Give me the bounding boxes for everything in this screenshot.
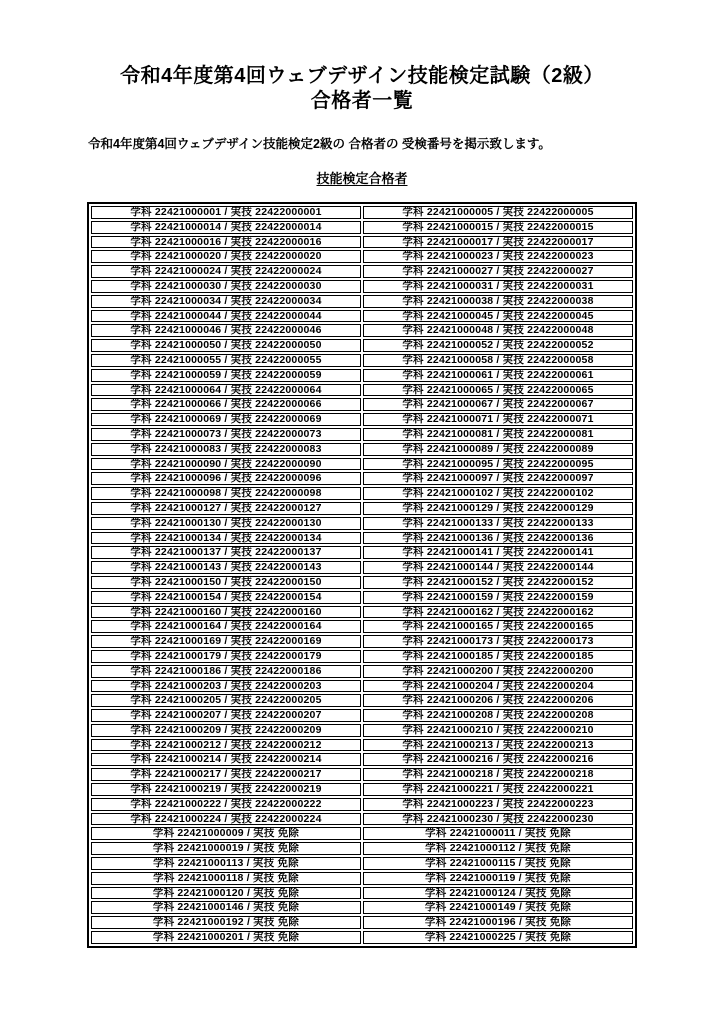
table-row <box>91 827 633 840</box>
table-row <box>91 532 633 545</box>
table-row <box>91 310 633 323</box>
passer-number-cell: 学科 22421000127 / 実技 22422000127 <box>91 502 361 515</box>
intro-text: 令和4年度第4回ウェブデザイン技能検定2級の 合格者の 受検番号を掲示致します。 <box>88 137 551 151</box>
passer-number-cell: 学科 22421000224 / 実技 22422000224 <box>91 813 361 826</box>
table-row <box>91 295 633 308</box>
passer-number-cell: 学科 22421000065 / 実技 22422000065 <box>363 384 633 397</box>
passer-number-cell: 学科 22421000098 / 実技 22422000098 <box>91 487 361 500</box>
table-row <box>91 280 633 293</box>
passer-number-cell: 学科 22421000165 / 実技 22422000165 <box>363 620 633 633</box>
passer-number-cell: 学科 22421000015 / 実技 22422000015 <box>363 221 633 234</box>
passer-number-cell: 学科 22421000083 / 実技 22422000083 <box>91 443 361 456</box>
passer-number-cell: 学科 22421000133 / 実技 22422000133 <box>363 517 633 530</box>
table-row <box>91 354 633 367</box>
passer-number-cell: 学科 22421000046 / 実技 22422000046 <box>91 324 361 337</box>
passer-number-cell: 学科 22421000024 / 実技 22422000024 <box>91 265 361 278</box>
table-row <box>91 916 633 929</box>
passer-number-cell: 学科 22421000160 / 実技 22422000160 <box>91 606 361 619</box>
passer-number-cell: 学科 22421000081 / 実技 22422000081 <box>363 428 633 441</box>
table-row <box>91 339 633 352</box>
table-row <box>91 221 633 234</box>
table-row <box>91 842 633 855</box>
table-row <box>91 931 633 944</box>
table-row <box>91 753 633 766</box>
passer-number-cell: 学科 22421000143 / 実技 22422000143 <box>91 561 361 574</box>
page-title-line-1: 令和4年度第4回ウェブデザイン技能検定試験（2級） <box>120 65 604 87</box>
passer-number-cell: 学科 22421000141 / 実技 22422000141 <box>363 546 633 559</box>
passer-number-cell: 学科 22421000030 / 実技 22422000030 <box>91 280 361 293</box>
passer-number-cell: 学科 22421000173 / 実技 22422000173 <box>363 635 633 648</box>
passer-number-cell: 学科 22421000119 / 実技 免除 <box>363 872 633 885</box>
passer-number-cell: 学科 22421000113 / 実技 免除 <box>91 857 361 870</box>
passer-number-cell: 学科 22421000048 / 実技 22422000048 <box>363 324 633 337</box>
table-row <box>91 694 633 707</box>
passer-number-cell: 学科 22421000130 / 実技 22422000130 <box>91 517 361 530</box>
passer-number-cell: 学科 22421000196 / 実技 免除 <box>363 916 633 929</box>
passer-number-cell: 学科 22421000186 / 実技 22422000186 <box>91 665 361 678</box>
passer-number-cell: 学科 22421000055 / 実技 22422000055 <box>91 354 361 367</box>
table-row <box>91 546 633 559</box>
passer-number-cell: 学科 22421000058 / 実技 22422000058 <box>363 354 633 367</box>
passer-number-cell: 学科 22421000212 / 実技 22422000212 <box>91 739 361 752</box>
passer-number-cell: 学科 22421000120 / 実技 免除 <box>91 887 361 900</box>
passer-number-cell: 学科 22421000137 / 実技 22422000137 <box>91 546 361 559</box>
passer-number-cell: 学科 22421000146 / 実技 免除 <box>91 901 361 914</box>
passer-number-cell: 学科 22421000112 / 実技 免除 <box>363 842 633 855</box>
section-heading: 技能検定合格者 <box>316 171 408 186</box>
table-row <box>91 872 633 885</box>
passer-number-cell: 学科 22421000096 / 実技 22422000096 <box>91 472 361 485</box>
table-row <box>91 783 633 796</box>
passer-number-cell: 学科 22421000209 / 実技 22422000209 <box>91 724 361 737</box>
passer-number-cell: 学科 22421000020 / 実技 22422000020 <box>91 250 361 263</box>
page-title-line-2: 合格者一覧 <box>310 90 414 112</box>
table-row <box>91 591 633 604</box>
passer-number-cell: 学科 22421000045 / 実技 22422000045 <box>363 310 633 323</box>
passer-number-cell: 学科 22421000208 / 実技 22422000208 <box>363 709 633 722</box>
table-row <box>91 428 633 441</box>
passer-number-cell: 学科 22421000179 / 実技 22422000179 <box>91 650 361 663</box>
passer-number-cell: 学科 22421000017 / 実技 22422000017 <box>363 236 633 249</box>
table-row <box>91 206 633 219</box>
passer-number-cell: 学科 22421000203 / 実技 22422000203 <box>91 680 361 693</box>
passer-number-cell: 学科 22421000059 / 実技 22422000059 <box>91 369 361 382</box>
passer-number-cell: 学科 22421000144 / 実技 22422000144 <box>363 561 633 574</box>
passer-number-cell: 学科 22421000201 / 実技 免除 <box>91 931 361 944</box>
passer-number-cell: 学科 22421000213 / 実技 22422000213 <box>363 739 633 752</box>
passer-number-cell: 学科 22421000149 / 実技 免除 <box>363 901 633 914</box>
passer-number-cell: 学科 22421000095 / 実技 22422000095 <box>363 458 633 471</box>
passer-number-cell: 学科 22421000129 / 実技 22422000129 <box>363 502 633 515</box>
table-row <box>91 458 633 471</box>
passer-number-cell: 学科 22421000052 / 実技 22422000052 <box>363 339 633 352</box>
table-row <box>91 369 633 382</box>
passer-number-cell: 学科 22421000207 / 実技 22422000207 <box>91 709 361 722</box>
page-title <box>0 64 724 114</box>
passer-number-cell: 学科 22421000066 / 実技 22422000066 <box>91 398 361 411</box>
passer-number-cell: 学科 22421000214 / 実技 22422000214 <box>91 753 361 766</box>
passer-number-cell: 学科 22421000005 / 実技 22422000005 <box>363 206 633 219</box>
passer-number-cell: 学科 22421000014 / 実技 22422000014 <box>91 221 361 234</box>
passer-number-cell: 学科 22421000023 / 実技 22422000023 <box>363 250 633 263</box>
table-row <box>91 236 633 249</box>
passer-number-cell: 学科 22421000097 / 実技 22422000097 <box>363 472 633 485</box>
table-row <box>91 857 633 870</box>
table-row <box>91 650 633 663</box>
passer-number-cell: 学科 22421000217 / 実技 22422000217 <box>91 768 361 781</box>
passer-number-cell: 学科 22421000210 / 実技 22422000210 <box>363 724 633 737</box>
passer-number-cell: 学科 22421000225 / 実技 免除 <box>363 931 633 944</box>
table-row <box>91 487 633 500</box>
passer-number-cell: 学科 22421000230 / 実技 22422000230 <box>363 813 633 826</box>
passer-number-cell: 学科 22421000204 / 実技 22422000204 <box>363 680 633 693</box>
passer-number-cell: 学科 22421000071 / 実技 22422000071 <box>363 413 633 426</box>
passer-number-cell: 学科 22421000159 / 実技 22422000159 <box>363 591 633 604</box>
passers-table-body <box>91 206 633 944</box>
table-row <box>91 665 633 678</box>
passer-number-cell: 学科 22421000205 / 実技 22422000205 <box>91 694 361 707</box>
table-row <box>91 265 633 278</box>
passer-number-cell: 学科 22421000050 / 実技 22422000050 <box>91 339 361 352</box>
passer-number-cell: 学科 22421000222 / 実技 22422000222 <box>91 798 361 811</box>
passer-number-cell: 学科 22421000011 / 実技 免除 <box>363 827 633 840</box>
passer-number-cell: 学科 22421000115 / 実技 免除 <box>363 857 633 870</box>
table-row <box>91 606 633 619</box>
passer-number-cell: 学科 22421000218 / 実技 22422000218 <box>363 768 633 781</box>
table-row <box>91 887 633 900</box>
passer-number-cell: 学科 22421000219 / 実技 22422000219 <box>91 783 361 796</box>
table-row <box>91 798 633 811</box>
passers-table <box>87 202 637 948</box>
table-row <box>91 739 633 752</box>
table-row <box>91 680 633 693</box>
passer-number-cell: 学科 22421000164 / 実技 22422000164 <box>91 620 361 633</box>
passer-number-cell: 学科 22421000019 / 実技 免除 <box>91 842 361 855</box>
table-row <box>91 502 633 515</box>
table-row <box>91 620 633 633</box>
passer-number-cell: 学科 22421000027 / 実技 22422000027 <box>363 265 633 278</box>
table-row <box>91 635 633 648</box>
passer-number-cell: 学科 22421000102 / 実技 22422000102 <box>363 487 633 500</box>
passer-number-cell: 学科 22421000152 / 実技 22422000152 <box>363 576 633 589</box>
table-row <box>91 398 633 411</box>
table-row <box>91 413 633 426</box>
passer-number-cell: 学科 22421000016 / 実技 22422000016 <box>91 236 361 249</box>
passer-number-cell: 学科 22421000206 / 実技 22422000206 <box>363 694 633 707</box>
passer-number-cell: 学科 22421000150 / 実技 22422000150 <box>91 576 361 589</box>
table-row <box>91 472 633 485</box>
passer-number-cell: 学科 22421000192 / 実技 免除 <box>91 916 361 929</box>
passer-number-cell: 学科 22421000223 / 実技 22422000223 <box>363 798 633 811</box>
passer-number-cell: 学科 22421000185 / 実技 22422000185 <box>363 650 633 663</box>
passer-number-cell: 学科 22421000001 / 実技 22422000001 <box>91 206 361 219</box>
table-row <box>91 250 633 263</box>
passer-number-cell: 学科 22421000154 / 実技 22422000154 <box>91 591 361 604</box>
passer-number-cell: 学科 22421000124 / 実技 免除 <box>363 887 633 900</box>
passer-number-cell: 学科 22421000089 / 実技 22422000089 <box>363 443 633 456</box>
table-row <box>91 709 633 722</box>
passer-number-cell: 学科 22421000038 / 実技 22422000038 <box>363 295 633 308</box>
passer-number-cell: 学科 22421000009 / 実技 免除 <box>91 827 361 840</box>
table-row <box>91 768 633 781</box>
passer-number-cell: 学科 22421000118 / 実技 免除 <box>91 872 361 885</box>
table-row <box>91 443 633 456</box>
table-row <box>91 517 633 530</box>
passer-number-cell: 学科 22421000044 / 実技 22422000044 <box>91 310 361 323</box>
table-row <box>91 724 633 737</box>
passer-number-cell: 学科 22421000034 / 実技 22422000034 <box>91 295 361 308</box>
passer-number-cell: 学科 22421000069 / 実技 22422000069 <box>91 413 361 426</box>
table-row <box>91 561 633 574</box>
table-row <box>91 901 633 914</box>
passer-number-cell: 学科 22421000031 / 実技 22422000031 <box>363 280 633 293</box>
passer-number-cell: 学科 22421000162 / 実技 22422000162 <box>363 606 633 619</box>
passer-number-cell: 学科 22421000067 / 実技 22422000067 <box>363 398 633 411</box>
passer-number-cell: 学科 22421000136 / 実技 22422000136 <box>363 532 633 545</box>
passer-number-cell: 学科 22421000221 / 実技 22422000221 <box>363 783 633 796</box>
table-row <box>91 384 633 397</box>
passer-number-cell: 学科 22421000200 / 実技 22422000200 <box>363 665 633 678</box>
passer-number-cell: 学科 22421000169 / 実技 22422000169 <box>91 635 361 648</box>
passer-number-cell: 学科 22421000061 / 実技 22422000061 <box>363 369 633 382</box>
table-row <box>91 576 633 589</box>
passer-number-cell: 学科 22421000073 / 実技 22422000073 <box>91 428 361 441</box>
passer-number-cell: 学科 22421000090 / 実技 22422000090 <box>91 458 361 471</box>
passer-number-cell: 学科 22421000064 / 実技 22422000064 <box>91 384 361 397</box>
table-row <box>91 813 633 826</box>
passer-number-cell: 学科 22421000216 / 実技 22422000216 <box>363 753 633 766</box>
table-row <box>91 324 633 337</box>
passer-number-cell: 学科 22421000134 / 実技 22422000134 <box>91 532 361 545</box>
